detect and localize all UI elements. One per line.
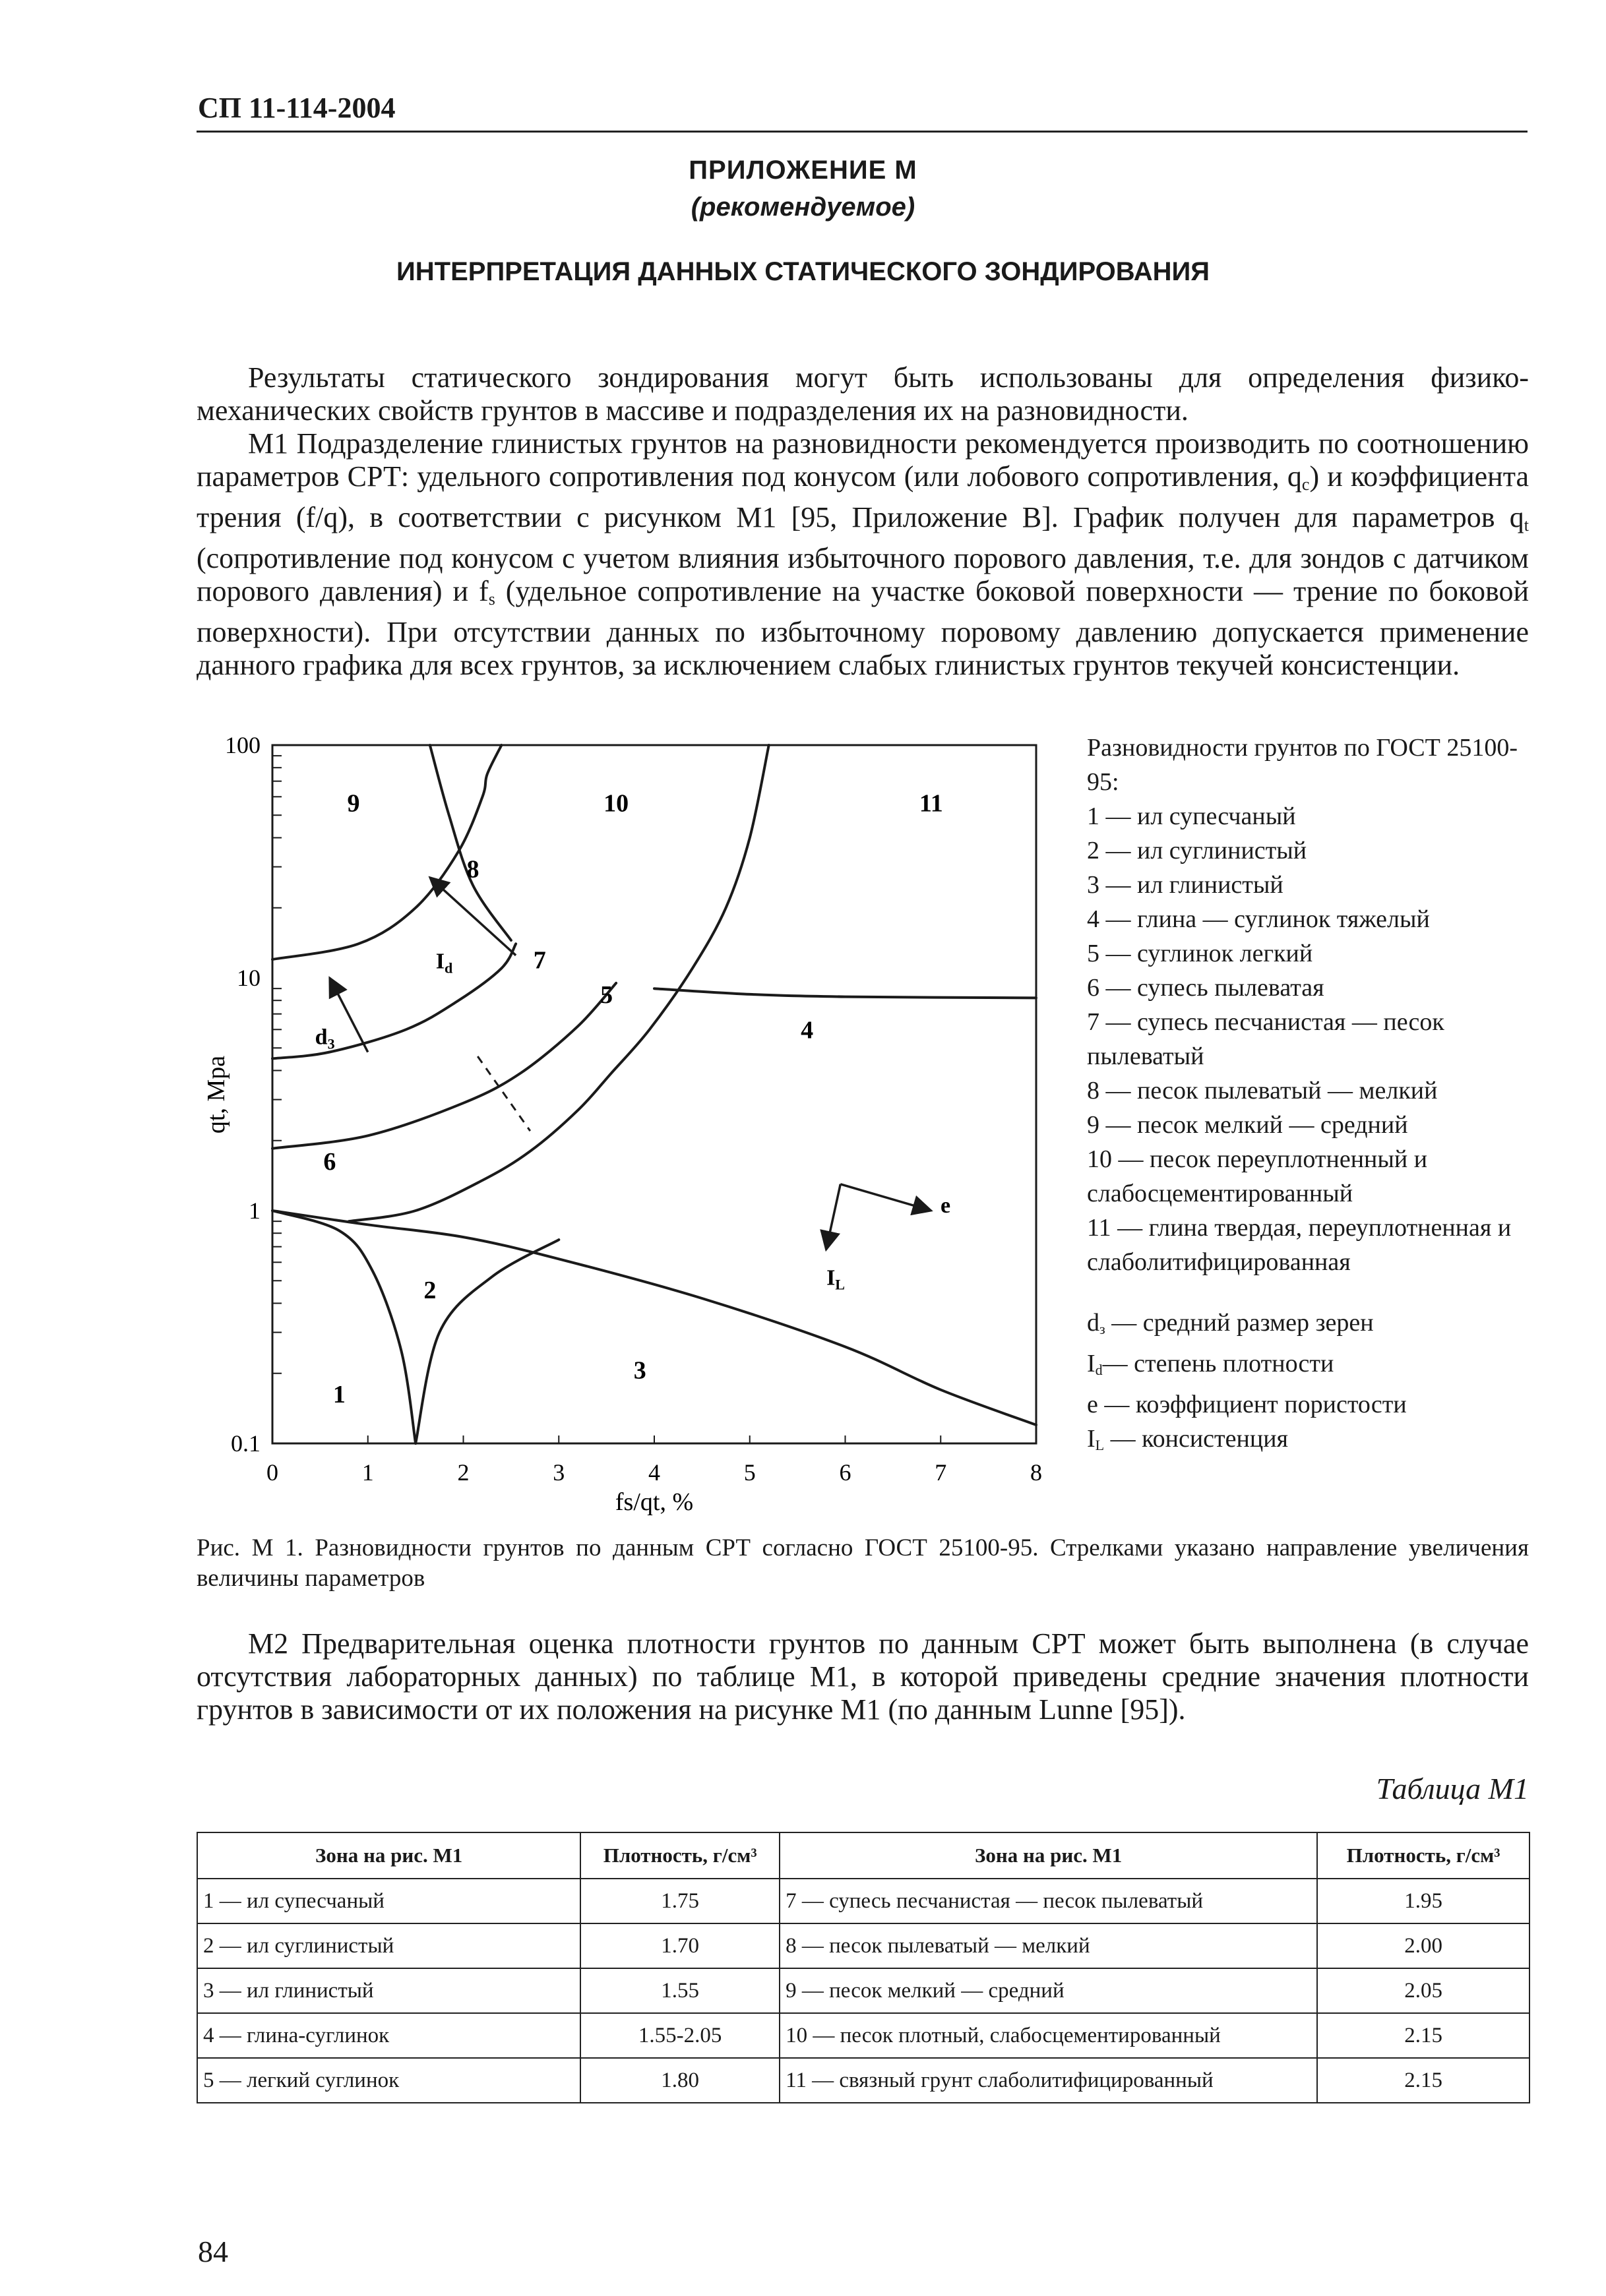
d3-symbol: d — [1087, 1309, 1099, 1337]
header-zone-left: Зона на рис. М1 — [197, 1832, 580, 1879]
y-tick-label: 1 — [249, 1197, 261, 1224]
legend-gap — [1087, 1279, 1535, 1306]
x-tick-label: 1 — [361, 1459, 374, 1486]
x-axis-label: fs/qt, % — [615, 1488, 694, 1516]
id-text: — степень плотности — [1102, 1350, 1334, 1377]
legend-item-5: 5 — суглинок легкий — [1087, 940, 1313, 967]
legend-d3 — [1087, 1306, 1535, 1346]
zone-label: 4 — [801, 1016, 814, 1044]
intro-text — [197, 361, 1529, 682]
il-symbol: I — [1087, 1425, 1096, 1453]
zone-cell: 8 — песок пылеватый — мелкий — [780, 1923, 1317, 1968]
zone-cell: 1 — ил супесчаный — [197, 1879, 580, 1923]
id-sub: d — [1095, 1362, 1103, 1378]
zone-cell: 7 — супесь песчанистая — песок пылеватый — [780, 1879, 1317, 1923]
zone-cell: 10 — песок плотный, слабосцементированный — [780, 2013, 1317, 2058]
arrow-label: $I_d$ — [435, 949, 453, 977]
zone-label: 1 — [332, 1380, 346, 1408]
arrow-label-sub: L — [835, 1276, 845, 1293]
zone-label: 11 — [919, 789, 943, 818]
legend-item-10: 10 — песок переуплотненный и слабосцементированный — [1087, 1145, 1428, 1207]
density-cell: 2.15 — [1317, 2058, 1529, 2103]
density-cell: 1.95 — [1317, 1879, 1529, 1923]
density-cell: 2.15 — [1317, 2013, 1529, 2058]
zone-label: 5 — [600, 981, 613, 1010]
table-row — [197, 1968, 1529, 2013]
m1-sub-c: c — [1301, 475, 1310, 494]
density-cell: 1.80 — [580, 2058, 780, 2103]
x-tick-label: 4 — [648, 1459, 660, 1486]
section-title: ИНТЕРПРЕТАЦИЯ ДАННЫХ СТАТИЧЕСКОГО ЗОНДИРОВАНИЯ — [396, 257, 1210, 286]
zone-boundary-line — [416, 1240, 559, 1443]
table-row — [197, 1879, 1529, 1923]
il-text: — консистенция — [1104, 1425, 1289, 1453]
intro-paragraph-1: Результаты статического зондирования могут быть использованы для определения физико-механических свойств грунтов в массиве и подразделения их на разновидности. — [197, 361, 1529, 427]
m1-text-b: ) и коэффициента трения (f/q), в соответствии с рисунком М1 [95, Приложение В]. График получен для параметров q — [197, 460, 1529, 533]
direction-arrow — [840, 1184, 931, 1211]
legend-item-1: 1 — ил супесчаный — [1087, 802, 1296, 830]
m1-text-d: (удельное сопротивление на участке боковой поверхности — трение по боковой поверхности). При отсутствии данных по избыточному поровому давлению допускается применение данного графика для всех грунтов, за исключением слабых глинистых грунтов текучей консистенции. — [197, 575, 1529, 681]
legend-il — [1087, 1422, 1535, 1463]
legend-item-3: 3 — ил глинистый — [1087, 871, 1283, 899]
d3-sub: з — [1099, 1321, 1105, 1337]
x-tick-label: 6 — [839, 1459, 851, 1486]
table-label: Таблица М1 — [1376, 1772, 1529, 1805]
x-tick-label: 7 — [935, 1459, 947, 1486]
zone-label: 2 — [423, 1276, 437, 1304]
document-code: СП 11-114-2004 — [198, 92, 396, 124]
density-cell: 1.55-2.05 — [580, 2013, 780, 2058]
zone-boundary-line — [272, 1211, 1036, 1425]
table-row — [197, 2013, 1529, 2058]
density-cell: 1.75 — [580, 1879, 780, 1923]
zone-labels — [323, 789, 942, 1408]
zone-boundary-line — [654, 988, 1036, 998]
x-tick-label: 2 — [457, 1459, 470, 1486]
y-tick-label: 100 — [225, 732, 261, 758]
table-row — [197, 1923, 1529, 1968]
direction-arrow — [327, 978, 368, 1052]
density-cell: 2.05 — [1317, 1968, 1529, 2013]
arrow-label: $d_3$ — [315, 1025, 335, 1052]
zone-label: 10 — [603, 789, 629, 818]
header-density-left: Плотность, г/см³ — [580, 1832, 780, 1879]
legend-e: е — коэффициент пористости — [1087, 1391, 1407, 1418]
legend-item-9: 9 — песок мелкий — средний — [1087, 1111, 1408, 1139]
y-tick-label: 0.1 — [231, 1430, 261, 1457]
legend-item-11: 11 — глина твердая, переуплотненная и слаболитифицированная — [1087, 1214, 1512, 1276]
legend-item-4: 4 — глина — суглинок тяжелый — [1087, 905, 1430, 933]
legend-item-8: 8 — песок пылеватый — мелкий — [1087, 1077, 1438, 1104]
zone-label: 9 — [347, 789, 360, 818]
legend-item-7: 7 — супесь песчанистая — песок пылеватый — [1087, 1008, 1444, 1070]
appendix-subtitle: (рекомендуемое) — [691, 193, 915, 222]
density-table — [197, 1832, 1530, 2103]
direction-arrow — [826, 1184, 841, 1250]
m1-text-c: (сопротивление под конусом с учетом влияния избыточного порового давления, т.е. для зондов с датчиком порового давления) и f — [197, 542, 1529, 607]
y-axis-label: qt, Мра — [202, 1055, 230, 1134]
density-cell: 1.70 — [580, 1923, 780, 1968]
direction-arrow — [430, 878, 516, 955]
zone-cell: 9 — песок мелкий — средний — [780, 1968, 1317, 2013]
m2-text — [197, 1627, 1529, 1726]
x-tick-label: 5 — [743, 1459, 756, 1486]
id-symbol: I — [1087, 1350, 1096, 1377]
zone-boundary-line — [272, 745, 501, 959]
m2-paragraph: М2 Предварительная оценка плотности грунтов по данным СРТ может быть выполнена (в случае отсутствия лабораторных данных) по таблице М1, в которой приведены средние значения плотности грунтов в зависимости от их положения на рисунке М1 (по данным Lunne [95]). — [197, 1627, 1529, 1726]
plot-frame — [272, 745, 1036, 1443]
zone-cell: 2 — ил суглинистый — [197, 1923, 580, 1968]
soil-classification-chart — [198, 725, 1075, 1523]
figure-caption: Рис. М 1. Разновидности грунтов по данным СРТ согласно ГОСТ 25100-95. Стрелками указано направление увеличения величины параметров — [197, 1534, 1529, 1592]
arrow-label: $I_L$ — [826, 1265, 845, 1293]
soil-legend — [1087, 731, 1535, 1463]
zone-label: 7 — [533, 946, 546, 975]
legend-item-6: 6 — супесь пылеватая — [1087, 974, 1324, 1002]
legend-id — [1087, 1346, 1535, 1387]
zone-cell: 4 — глина-суглинок — [197, 2013, 580, 2058]
appendix-title: ПРИЛОЖЕНИЕ М — [689, 156, 917, 185]
arrow-label-sub: 3 — [327, 1035, 335, 1052]
d3-text: — средний размер зерен — [1105, 1309, 1374, 1337]
arrow-label-sub: d — [445, 959, 453, 977]
zone-boundary-line — [430, 745, 511, 940]
x-tick-label: 3 — [553, 1459, 565, 1486]
m1-sub-s: s — [488, 589, 495, 609]
page-number: 84 — [198, 2235, 228, 2268]
table-header-row — [197, 1832, 1529, 1879]
zone-cell: 3 — ил глинистый — [197, 1968, 580, 2013]
m1-text-a: М1 Подразделение глинистых грунтов на разновидности рекомендуется производить по соотношению параметров СРТ: удельного сопротивления под конусом (или лобового сопротивления, q — [197, 427, 1529, 493]
zone-boundary-line — [272, 1211, 416, 1443]
zone-boundary-line — [272, 944, 516, 1058]
intro-paragraph-m1 — [197, 427, 1529, 682]
zone-label: 8 — [466, 855, 479, 884]
table-row — [197, 2058, 1529, 2103]
zone-label: 6 — [323, 1147, 336, 1176]
density-cell: 1.55 — [580, 1968, 780, 2013]
x-tick-label: 0 — [266, 1459, 278, 1486]
y-tick-label: 10 — [237, 965, 261, 991]
tick-marks — [272, 756, 1036, 1443]
header-rule — [197, 131, 1528, 133]
il-sub: L — [1095, 1437, 1105, 1453]
density-cell: 2.00 — [1317, 1923, 1529, 1968]
zone-label: 3 — [633, 1356, 646, 1385]
zone-cell: 5 — легкий суглинок — [197, 2058, 580, 2103]
x-tick-label: 8 — [1030, 1459, 1042, 1486]
header-density-right: Плотность, г/см³ — [1317, 1832, 1529, 1879]
zone-boundary-line — [349, 745, 769, 1221]
zone-cell: 11 — связный грунт слаболитифицированный — [780, 2058, 1317, 2103]
m1-sub-t: t — [1524, 516, 1529, 535]
header-zone-right: Зона на рис. М1 — [780, 1832, 1317, 1879]
legend-item-2: 2 — ил суглинистый — [1087, 837, 1307, 864]
legend-title: Разновидности грунтов по ГОСТ 25100-95: — [1087, 734, 1518, 796]
arrow-label: e — [940, 1193, 951, 1219]
zone-boundaries — [272, 745, 1036, 1443]
